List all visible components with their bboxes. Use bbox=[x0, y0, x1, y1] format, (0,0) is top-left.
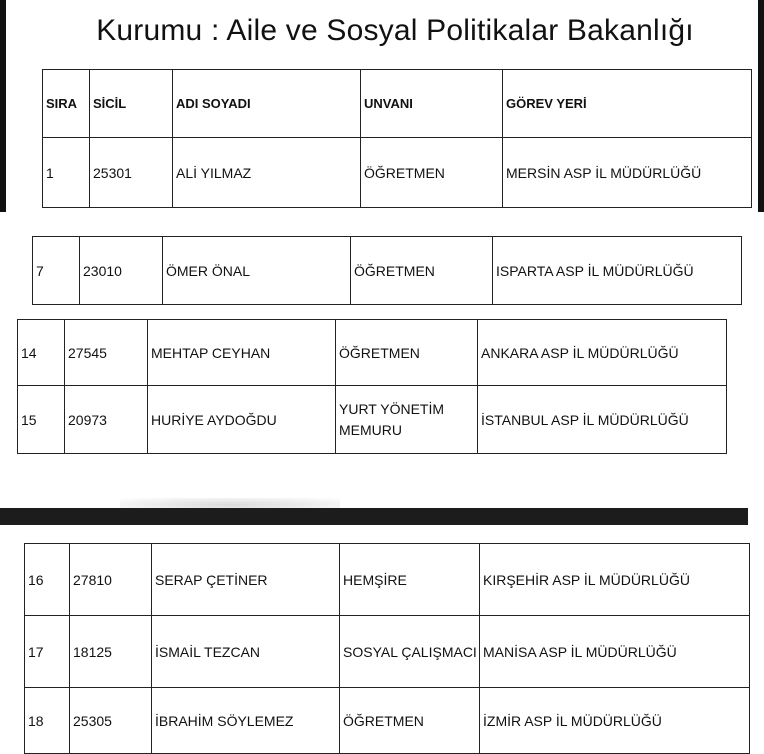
cell-unvani: ÖĞRETMEN bbox=[336, 320, 478, 386]
cell-sicil: 27545 bbox=[65, 320, 148, 386]
column-header-gorev-yeri: GÖREV YERİ bbox=[503, 70, 752, 138]
table-row bbox=[25, 544, 750, 616]
cell-adi-soyadi: SERAP ÇETİNER bbox=[152, 544, 340, 616]
cell-sira: 14 bbox=[18, 320, 65, 386]
table-row bbox=[25, 688, 750, 754]
cell-unvani: YURT YÖNETİM MEMURU bbox=[336, 386, 478, 454]
scan-dark-bar bbox=[0, 508, 748, 525]
cell-sicil: 25305 bbox=[70, 688, 152, 754]
cell-sira: 18 bbox=[25, 688, 70, 754]
table-fragment-2 bbox=[32, 236, 742, 305]
cell-adi-soyadi: ALİ YILMAZ bbox=[173, 138, 361, 208]
cell-gorev-yeri: MANİSA ASP İL MÜDÜRLÜĞÜ bbox=[480, 616, 750, 688]
cell-gorev-yeri: MERSİN ASP İL MÜDÜRLÜĞÜ bbox=[503, 138, 752, 208]
cell-unvani: ÖĞRETMEN bbox=[340, 688, 480, 754]
cell-sicil: 23010 bbox=[80, 237, 163, 305]
cell-gorev-yeri: KIRŞEHİR ASP İL MÜDÜRLÜĞÜ bbox=[480, 544, 750, 616]
cell-sira: 16 bbox=[25, 544, 70, 616]
cell-sira: 17 bbox=[25, 616, 70, 688]
cell-adi-soyadi: ÖMER ÖNAL bbox=[163, 237, 351, 305]
cell-gorev-yeri: ISPARTA ASP İL MÜDÜRLÜĞÜ bbox=[493, 237, 742, 305]
cell-sicil: 27810 bbox=[70, 544, 152, 616]
table-fragment-4 bbox=[24, 543, 750, 754]
cell-adi-soyadi: HURİYE AYDOĞDU bbox=[148, 386, 336, 454]
cell-gorev-yeri: ANKARA ASP İL MÜDÜRLÜĞÜ bbox=[478, 320, 727, 386]
cell-unvani: SOSYAL ÇALIŞMACI bbox=[340, 616, 480, 688]
cell-gorev-yeri: İZMİR ASP İL MÜDÜRLÜĞÜ bbox=[480, 688, 750, 754]
table-fragment-3 bbox=[17, 319, 727, 454]
table-row bbox=[18, 320, 727, 386]
cell-adi-soyadi: İSMAİL TEZCAN bbox=[152, 616, 340, 688]
cell-sicil: 25301 bbox=[90, 138, 173, 208]
column-header-sira: SIRA bbox=[43, 70, 90, 138]
table-row bbox=[43, 138, 752, 208]
cell-unvani: ÖĞRETMEN bbox=[361, 138, 503, 208]
cell-sira: 7 bbox=[33, 237, 80, 305]
cell-unvani: HEMŞİRE bbox=[340, 544, 480, 616]
cell-sira: 1 bbox=[43, 138, 90, 208]
table-row bbox=[33, 237, 742, 305]
table-row bbox=[18, 386, 727, 454]
column-header-adi-soyadi: ADI SOYADI bbox=[173, 70, 361, 138]
column-header-sicil: SİCİL bbox=[90, 70, 173, 138]
table-row bbox=[25, 616, 750, 688]
cell-adi-soyadi: İBRAHİM SÖYLEMEZ bbox=[152, 688, 340, 754]
table-fragment-1 bbox=[42, 69, 752, 208]
cell-sira: 15 bbox=[18, 386, 65, 454]
table-header-row bbox=[43, 70, 752, 138]
cell-unvani: ÖĞRETMEN bbox=[351, 237, 493, 305]
cell-gorev-yeri: İSTANBUL ASP İL MÜDÜRLÜĞÜ bbox=[478, 386, 727, 454]
cell-sicil: 20973 bbox=[65, 386, 148, 454]
page-title: Kurumu : Aile ve Sosyal Politikalar Bakanlığı bbox=[96, 14, 694, 47]
cell-sicil: 18125 bbox=[70, 616, 152, 688]
column-header-unvani: UNVANI bbox=[361, 70, 503, 138]
cell-adi-soyadi: MEHTAP CEYHAN bbox=[148, 320, 336, 386]
